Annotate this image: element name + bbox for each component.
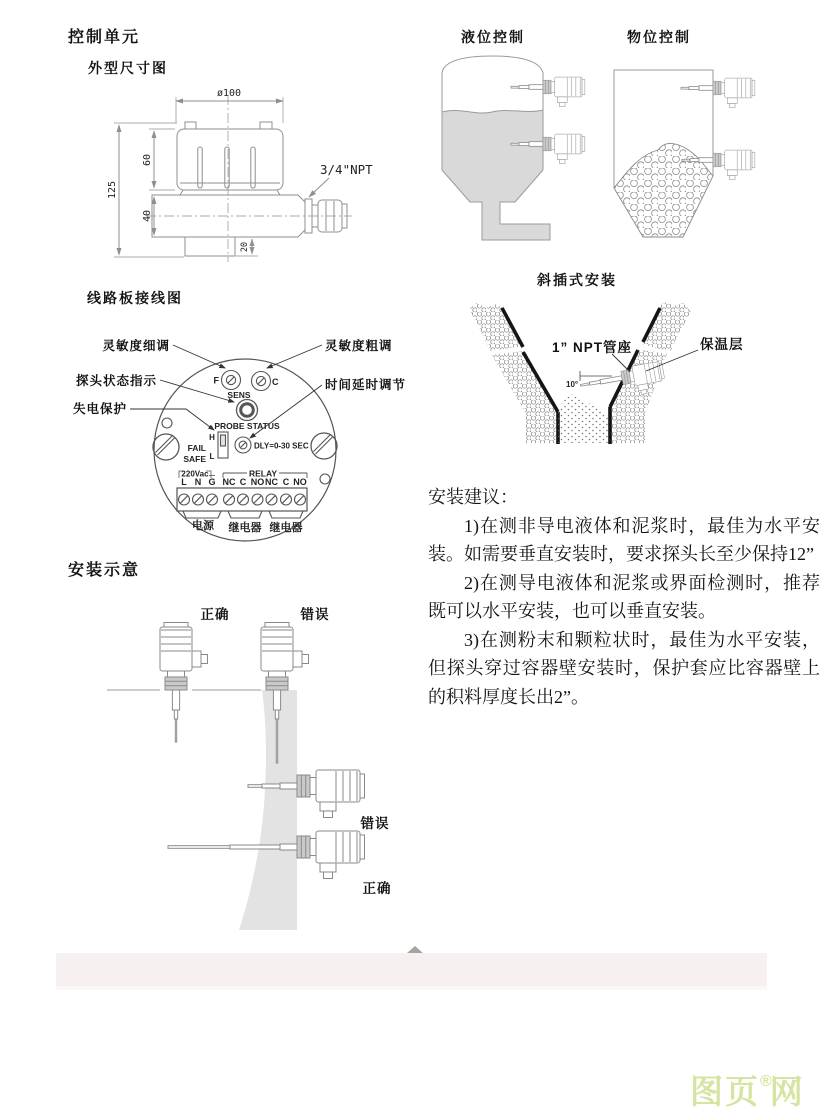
footer-arrow-icon bbox=[407, 946, 423, 953]
page-title: 控制单元 bbox=[68, 29, 141, 46]
install-advice bbox=[428, 483, 820, 711]
terminal-nc2: NC bbox=[265, 477, 278, 487]
outline-heading: 外型尺寸图 bbox=[88, 60, 168, 76]
install-demo-heading: 安装示意 bbox=[68, 562, 141, 579]
solids-control-heading: 物位控制 bbox=[627, 29, 691, 45]
material-in-neck bbox=[558, 394, 610, 443]
dimension-labels bbox=[107, 88, 373, 252]
terminal-c1: C bbox=[239, 477, 247, 487]
wiring-heading: 线路板接线图 bbox=[87, 290, 183, 306]
angle-label: 10° bbox=[566, 380, 579, 389]
solids-tank bbox=[614, 70, 755, 237]
terminal-c2: C bbox=[282, 477, 290, 487]
outline-dimension-drawing bbox=[95, 78, 395, 268]
advice-item-3: 3)在测粉末和颗粒状时，最佳为水平安装，但探头穿过容器壁安装时，保护套应比容器壁上的积料厚度长出2”。 bbox=[428, 629, 820, 707]
vessel-wall-buildup bbox=[239, 690, 297, 930]
right-screw bbox=[311, 433, 337, 459]
callout-fine-label: 灵敏度细调 bbox=[102, 339, 170, 353]
solids-probe-upper bbox=[681, 78, 755, 107]
terminal-l: L bbox=[181, 477, 187, 487]
probe-status-label: PROBE STATUS bbox=[214, 421, 280, 431]
level-control-figure bbox=[430, 50, 760, 250]
horizontal-wrong-label: 错误 bbox=[360, 816, 390, 831]
logo-part2: 网 bbox=[769, 1073, 805, 1110]
liquid-fill bbox=[442, 110, 550, 240]
registered-mark-icon: ® bbox=[760, 1073, 772, 1090]
delay-range-label: DLY=0-30 SEC bbox=[254, 441, 309, 451]
power-group-label: 220Vac bbox=[181, 469, 209, 479]
granule-pile bbox=[614, 143, 713, 237]
liquid-tank bbox=[442, 56, 585, 240]
fail-label: FAIL bbox=[187, 443, 206, 453]
pot-f-label: F bbox=[213, 375, 219, 386]
safe-label: SAFE bbox=[183, 454, 206, 464]
left-screw bbox=[153, 434, 179, 460]
vertical-probe-correct bbox=[160, 623, 208, 743]
terminal-g: G bbox=[208, 477, 216, 487]
dimension-lines bbox=[114, 97, 329, 257]
footer-strip-shadow bbox=[56, 986, 767, 990]
terminal-screws bbox=[179, 494, 306, 505]
advice-heading: 安装建议： bbox=[428, 487, 518, 507]
advice-item-2: 2)在测导电液体和泥浆或界面检测时，推荐既可以水平安装，也可以垂直安装。 bbox=[428, 572, 820, 621]
terminal-no2: NO bbox=[293, 477, 307, 487]
pot-c-label: C bbox=[272, 377, 279, 387]
advice-item-1: 1)在测非导电液体和泥浆时，最佳为水平安装。如需要垂直安装时，要求探头长至少保持12” bbox=[428, 515, 820, 564]
terminal-n: N bbox=[194, 477, 202, 487]
callout-probe-label: 探头状态指示 bbox=[75, 374, 157, 388]
vertical-correct-label: 正确 bbox=[200, 607, 230, 622]
insulation-label: 保温层 bbox=[700, 337, 744, 352]
site-watermark-logo bbox=[690, 1066, 805, 1113]
terminal-letters bbox=[181, 477, 307, 487]
wiring-board-figure bbox=[70, 330, 410, 542]
group-power-label: 电源 bbox=[192, 520, 214, 532]
oblique-heading: 斜插式安装 bbox=[537, 272, 617, 288]
sens-label: SENS bbox=[227, 390, 251, 400]
dim-60-label: 60 bbox=[142, 153, 153, 167]
horizontal-correct-label: 正确 bbox=[362, 881, 392, 896]
callout-coarse-label: 灵敏度粗调 bbox=[325, 339, 393, 353]
group-relay2-label: 继电器 bbox=[269, 522, 303, 534]
thread-size-label: 3/4"NPT bbox=[320, 162, 373, 177]
install-demo-figure bbox=[60, 595, 425, 950]
terminal-nc1: NC bbox=[222, 477, 236, 487]
callout-delay-label: 时间延时调节 bbox=[325, 378, 407, 392]
switch-h-label: H bbox=[209, 433, 215, 442]
liquid-probe-upper bbox=[511, 77, 585, 106]
board-labels bbox=[181, 376, 309, 535]
npt-socket-label: 1” NPT管座 bbox=[552, 340, 633, 355]
oblique-install-figure bbox=[455, 295, 795, 450]
callout-failsafe-label: 失电保护 bbox=[72, 402, 127, 416]
footer-strip bbox=[56, 953, 767, 986]
dim-20-label: 20 bbox=[240, 241, 250, 253]
logo-part1: 图页 bbox=[690, 1073, 760, 1110]
terminal-no1: NO bbox=[250, 477, 265, 487]
switch-l-label: L bbox=[209, 452, 215, 461]
dim-diameter-label: ø100 bbox=[216, 88, 242, 99]
vertical-wrong-label: 错误 bbox=[300, 607, 330, 622]
group-relay1-label: 继电器 bbox=[228, 522, 262, 534]
left-upper-insulation bbox=[469, 303, 524, 351]
relay-group-label: RELAY bbox=[248, 468, 278, 479]
dim-40-label: 40 bbox=[142, 209, 153, 223]
liquid-control-heading: 液位控制 bbox=[461, 29, 525, 45]
dim-125-label: 125 bbox=[107, 180, 118, 200]
